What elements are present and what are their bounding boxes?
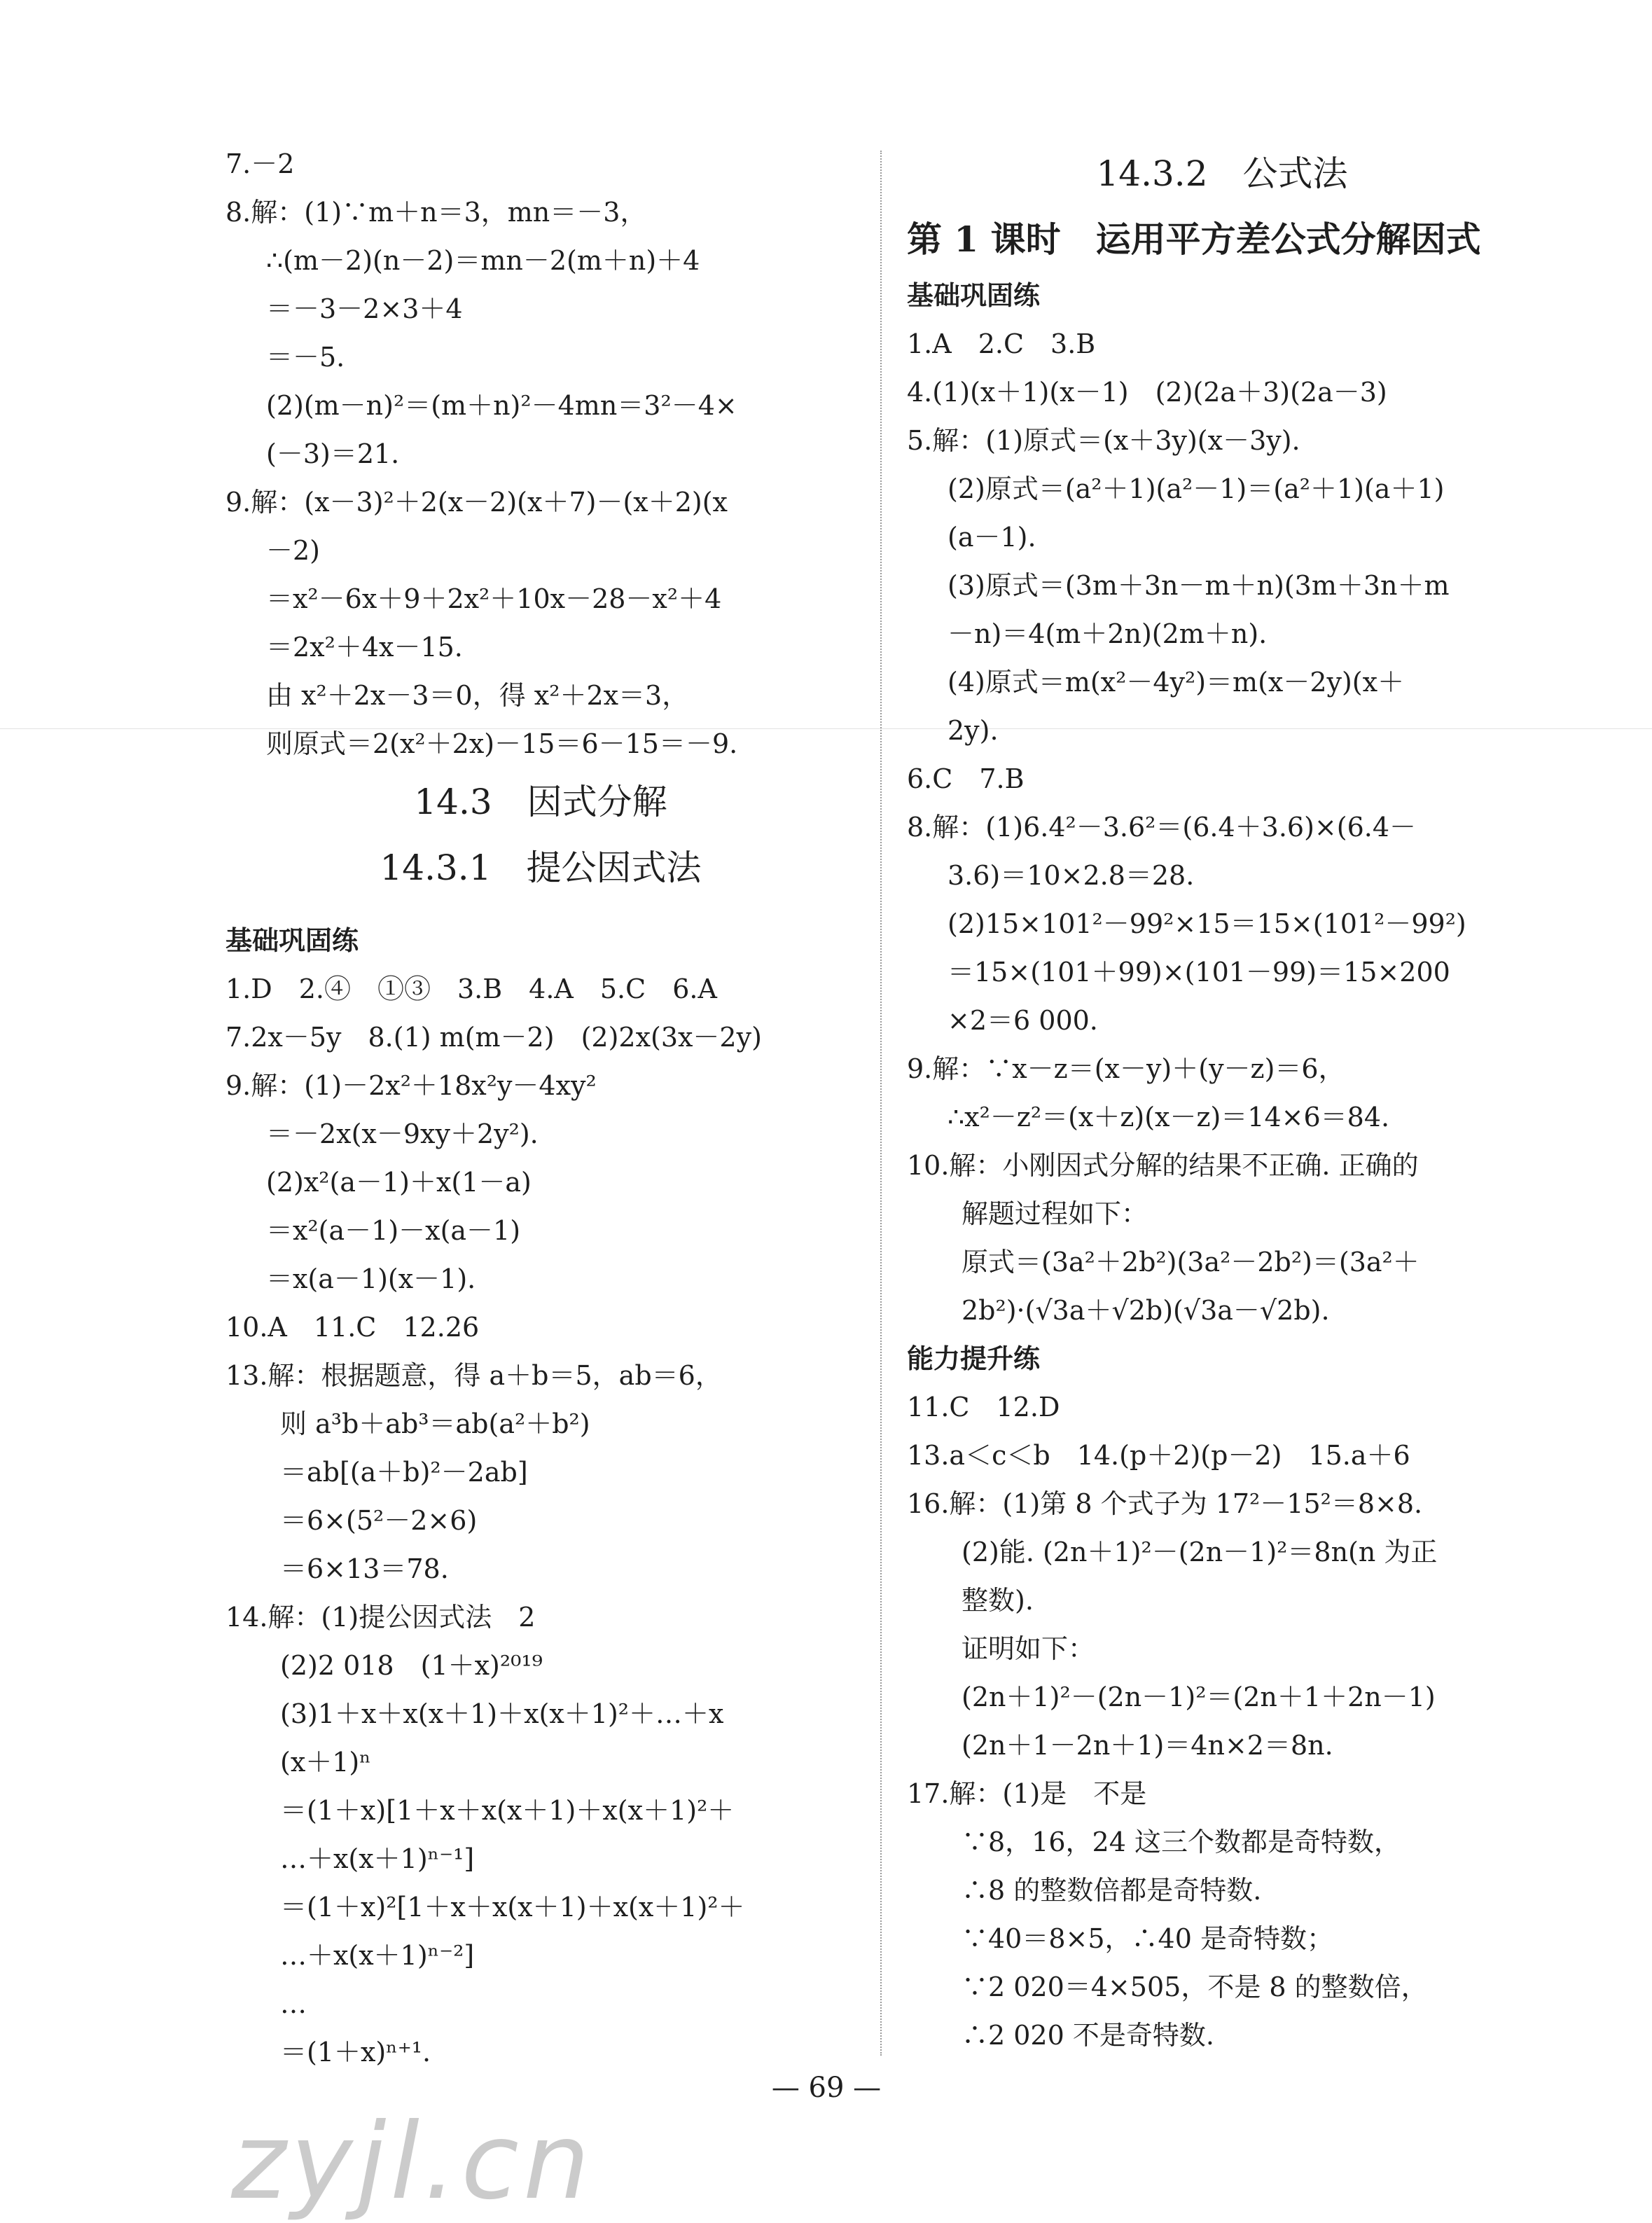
answer-16-line: 整数). — [962, 1585, 1034, 1616]
answer-7: 7.－2 — [225, 148, 295, 179]
answer-14-line: (x＋1)ⁿ — [280, 1747, 371, 1778]
subsection-heading: 14.3.1 提公因式法 — [380, 847, 702, 888]
answer-5-line: (a－1). — [948, 522, 1036, 553]
answer-5-line: 5.解：(1)原式＝(x＋3y)(x－3y). — [907, 425, 1300, 456]
answer-8-line: ＝－3－2×3＋4 — [266, 293, 463, 324]
answer-13-line: ＝6×(5²－2×6) — [280, 1505, 478, 1536]
answer-16-line: (2)能. (2n＋1)²－(2n－1)²＝8n(n 为正 — [962, 1537, 1438, 1567]
answer-line: 4.(1)(x＋1)(x－1) (2)(2a＋3)(2a－3) — [907, 377, 1387, 408]
answer-9-line: 则原式＝2(x²＋2x)－15＝6－15＝－9. — [266, 728, 738, 759]
answer-9-line: －2) — [266, 535, 321, 566]
answer-13-line: 则 a³b＋ab³＝ab(a²＋b²) — [280, 1408, 590, 1439]
lesson-heading: 第 1 课时 运用平方差公式分解因式 — [907, 219, 1481, 260]
answer-8-line: ×2＝6 000. — [948, 1005, 1098, 1036]
answer-9b-line: 9.解：(1)－2x²＋18x²y－4xy² — [225, 1070, 597, 1101]
watermark-logo: zyjl.cn — [231, 2101, 595, 2223]
answer-line: 1.A 2.C 3.B — [907, 328, 1096, 359]
answer-8-line: ∴(m－2)(n－2)＝mn－2(m＋n)＋4 — [266, 245, 700, 276]
answer-16-line: 16.解：(1)第 8 个式子为 17²－15²＝8×8. — [907, 1488, 1423, 1519]
answer-9b-line: ＝x(a－1)(x－1). — [266, 1263, 476, 1294]
answer-14-line: ＝(1＋x)²[1＋x＋x(x＋1)＋x(x＋1)²＋ — [280, 1892, 745, 1923]
answer-17-line: ∵8，16，24 这三个数都是奇特数， — [962, 1827, 1401, 1857]
answer-16-line: 证明如下： — [962, 1633, 1095, 1664]
answer-14-line: (3)1＋x＋x(x＋1)＋x(x＋1)²＋…＋x — [280, 1698, 724, 1729]
answer-17-line: ∴2 020 不是奇特数. — [962, 2020, 1214, 2051]
answer-line: 6.C 7.B — [907, 763, 1025, 794]
answer-9-line: 由 x²＋2x－3＝0，得 x²＋2x＝3， — [266, 680, 689, 711]
page-number: — 69 — — [771, 2072, 882, 2104]
practice-heading: 基础巩固练 — [225, 925, 359, 956]
left-column — [225, 140, 856, 2077]
answer-14-line: …＋x(x＋1)ⁿ⁻²] — [280, 1940, 475, 1971]
answer-14-line: 14.解：(1)提公因式法 2 — [225, 1602, 536, 1633]
answer-line: 13.a＜c＜b 14.(p＋2)(p－2) 15.a＋6 — [907, 1440, 1410, 1471]
answer-14-line: … — [280, 1988, 307, 2019]
answer-14-line: …＋x(x＋1)ⁿ⁻¹] — [280, 1843, 475, 1874]
answer-10-line: 解题过程如下： — [962, 1198, 1148, 1229]
answer-5-line: 2y). — [948, 715, 999, 746]
answer-13-line: 13.解：根据题意，得 a＋b＝5，ab＝6， — [225, 1360, 722, 1391]
answer-8-line: (2)15×101²－99²×15＝15×(101²－99²) — [948, 908, 1466, 939]
answer-8-line: 8.解：(1)∵m＋n＝3，mn＝－3， — [225, 197, 647, 228]
answer-10-line: 2b²)·(√3a＋√2b)(√3a－√2b). — [962, 1295, 1330, 1326]
answer-8-line: (2)(m－n)²＝(m＋n)²－4mn＝3²－4× — [266, 390, 737, 421]
answer-17-line: 17.解：(1)是 不是 — [907, 1778, 1147, 1809]
answer-5-line: (2)原式＝(a²＋1)(a²－1)＝(a²＋1)(a＋1) — [948, 473, 1445, 504]
answer-14-line: ＝(1＋x)ⁿ⁺¹. — [280, 2037, 431, 2068]
answer-9b-line: (2)x²(a－1)＋x(1－a) — [266, 1167, 532, 1198]
answer-9-line: 9.解：(x－3)²＋2(x－2)(x＋7)－(x＋2)(x — [225, 487, 728, 518]
answer-line: 7.2x－5y 8.(1) m(m－2) (2)2x(3x－2y) — [225, 1022, 762, 1053]
answer-9b-line: ＝－2x(x－9xy＋2y²). — [266, 1119, 539, 1149]
answer-17-line: ∴8 的整数倍都是奇特数. — [962, 1875, 1262, 1906]
answer-17-line: ∵40＝8×5，∴40 是奇特数； — [962, 1923, 1333, 1954]
answer-8-line: 8.解：(1)6.4²－3.6²＝(6.4＋3.6)×(6.4－ — [907, 812, 1417, 843]
answer-8-line: ＝15×(101＋99)×(101－99)＝15×200 — [948, 957, 1450, 988]
answer-5-line: －n)＝4(m＋2n)(2m＋n). — [948, 618, 1268, 649]
practice-heading: 能力提升练 — [907, 1343, 1041, 1374]
answer-14-line: ＝(1＋x)[1＋x＋x(x＋1)＋x(x＋1)²＋ — [280, 1795, 735, 1826]
answer-17-line: ∵2 020＝4×505，不是 8 的整数倍， — [962, 1972, 1428, 2002]
subsection-heading: 14.3.2 公式法 — [1096, 153, 1348, 194]
answer-8-line: ＝－5. — [266, 342, 345, 373]
answer-10-line: 10.解：小刚因式分解的结果不正确. 正确的 — [907, 1150, 1419, 1181]
answer-9b-line: ＝x²(a－1)－x(a－1) — [266, 1215, 521, 1246]
answer-8-line: 3.6)＝10×2.8＝28. — [948, 860, 1195, 891]
practice-heading: 基础巩固练 — [907, 280, 1041, 311]
column-divider — [880, 151, 882, 2056]
answer-16-line: (2n＋1)²－(2n－1)²＝(2n＋1＋2n－1) — [962, 1682, 1436, 1712]
answer-line: 1.D 2.④ ①③ 3.B 4.A 5.C 6.A — [225, 974, 717, 1004]
answer-9-line: ＝x²－6x＋9＋2x²＋10x－28－x²＋4 — [266, 583, 722, 614]
right-column — [907, 140, 1537, 2060]
answer-9-line: 9.解：∵x－z＝(x－y)＋(y－z)＝6， — [907, 1053, 1345, 1084]
section-heading: 14.3 因式分解 — [414, 782, 667, 822]
answer-5-line: (3)原式＝(3m＋3n－m＋n)(3m＋3n＋m — [948, 570, 1450, 601]
answer-line: 10.A 11.C 12.26 — [225, 1312, 480, 1343]
answer-13-line: ＝6×13＝78. — [280, 1553, 449, 1584]
answer-9-line: ∴x²－z²＝(x＋z)(x－z)＝14×6＝84. — [948, 1102, 1390, 1133]
answer-13-line: ＝ab[(a＋b)²－2ab] — [280, 1457, 528, 1488]
answer-8-line: (－3)＝21. — [266, 438, 400, 469]
answer-10-line: 原式＝(3a²＋2b²)(3a²－2b²)＝(3a²＋ — [962, 1247, 1420, 1277]
answer-14-line: (2)2 018 (1＋x)²⁰¹⁹ — [280, 1650, 543, 1681]
answer-16-line: (2n＋1－2n＋1)＝4n×2＝8n. — [962, 1730, 1333, 1761]
answer-line: 11.C 12.D — [907, 1392, 1060, 1422]
answer-5-line: (4)原式＝m(x²－4y²)＝m(x－2y)(x＋ — [948, 667, 1405, 698]
answer-9-line: ＝2x²＋4x－15. — [266, 632, 463, 663]
